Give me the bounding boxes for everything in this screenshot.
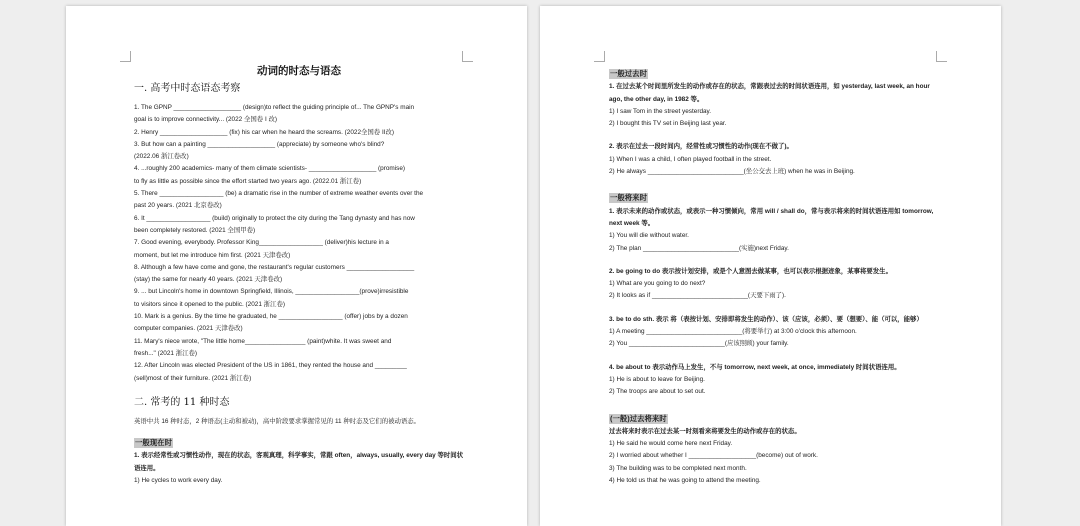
exercise-line: 5. There __________________ (be) a dramatic rise in the number of extreme weather events over the [134, 190, 424, 198]
spacer [609, 303, 939, 314]
exercise-line: moment, but let me introduce him first. (2021 天津卷改) [134, 251, 291, 259]
section-heading: 一. 高考中时态语态考察 [134, 83, 241, 94]
crop-mark [936, 51, 947, 62]
exercise-item [134, 102, 464, 127]
example-sentence: 4) He told us that he was going to attend the meeting. [609, 477, 761, 485]
tense-rule: 1. 表示未来的动作或状态，或表示一种习惯倾向，常用 will / shall do，常与表示将来的时间状语连用如 tomorrow, next week 等。 [609, 207, 934, 227]
example-sentence: 1) I saw Tom in the street yesterday. [609, 107, 712, 115]
spacer [609, 130, 939, 141]
tense-rule: 2. be going to do 表示按计划安排，或是个人意图去做某事，也可以表示根据迹象，某事将要发生。 [609, 267, 892, 275]
intro-paragraph: 英语中共 16 种时态，2 种语态(主动和被动)，高中阶段要求掌握常见的 11 种时态及它们的被动语态。 [134, 417, 421, 425]
tense-rule: 过去将来时表示在过去某一时刻看来将要发生的动作或存在的状态。 [609, 427, 801, 435]
tense-rule: 3. be to do sth. 表示 将（表按计划、安排即将发生的动作）、该（应该，必须）、要（想要）、能（可以，能够） [609, 315, 923, 323]
exercise-line: to visitors since it opened to the public. (2021 浙江卷) [134, 300, 285, 308]
example-sentence: 2) It looks as if ___________________________(天要下雨了). [609, 292, 786, 300]
exercise-line: 7. Good evening, everybody. Professor King__________________ (deliver)his lecture in a [134, 239, 389, 247]
exercise-line: 8. Although a few have come and gone, the restaurant's regular customers ___________________ [134, 263, 415, 271]
tense-heading: 一般现在时 [135, 438, 172, 448]
example-sentence: 2) You ___________________________(应该照顾) your family. [609, 340, 789, 348]
exercise-line: fresh..." (2021 浙江卷) [134, 349, 197, 357]
example-sentence: 1) You will die without water. [609, 232, 689, 240]
document-page-left [66, 6, 527, 526]
tense-rule: 1. 表示经常性或习惯性动作，现在的状态，客观真理，科学事实，常跟 often，always, usually, every day 等时间状语连用。 [134, 452, 464, 472]
spacer [609, 487, 939, 498]
exercise-line: computer companies. (2021 天津卷改) [134, 325, 243, 333]
example-sentence: 2) The troops are about to set out. [609, 388, 706, 396]
spacer [609, 351, 939, 362]
exercise-item [134, 237, 464, 262]
example-sentence: 1) He is about to leave for Beijing. [609, 375, 705, 383]
spacer [609, 178, 939, 189]
exercise-item [134, 262, 464, 287]
example-sentence: 2) I bought this TV set in Beijing last year. [609, 120, 727, 128]
exercise-line: to fly as little as possible since the effort started two years ago. (2022.01 浙江卷) [134, 177, 362, 185]
exercise-item [134, 360, 464, 385]
tense-heading: (一般)过去将来时 [610, 413, 667, 423]
exercise-item [134, 336, 464, 361]
exercise-line: 6. It __________________ (build) originally to protect the city during the Tang dynasty and has now [134, 214, 415, 222]
exercise-item [134, 139, 464, 164]
exercise-line: 10. Mark is a genius. By the time he graduated, he __________________ (offer) jobs by a dozen [134, 313, 408, 321]
section-heading: 二. 常考的 11 种时态 [134, 396, 230, 408]
exercise-line: 2. Henry ___________________ (fix) his car when he heard the screams. (2022全国卷 II改) [134, 128, 395, 136]
example-sentence: 1) A meeting ___________________________(将要举行) at 3:00 o'clock this afternoon. [609, 328, 857, 336]
tense-rule: 2. 表示在过去一段时间内，经常性或习惯性的动作(现在不做了)。 [609, 143, 793, 151]
exercise-line: 11. Mary's niece wrote, "The little home_________________ (paint)white. It was sweet and [134, 337, 392, 345]
exercise-item [134, 311, 464, 336]
exercise-item [134, 213, 464, 238]
exercise-line: (sell)most of their furniture. (2021 浙江卷) [134, 374, 252, 382]
spacer [609, 399, 939, 410]
exercise-line: 1. The GPNP ___________________ (design)to reflect the guiding principle of... The GPNP's main [134, 104, 415, 111]
exercise-line: 9. ... but Lincoln's home in downtown Springfield, Illinois, __________________(prove)irresistible [134, 288, 409, 296]
exercise-line: 3. But how can a painting ___________________ (appreciate) by someone who's blind? [134, 140, 385, 148]
page-content [134, 64, 464, 487]
example-sentence: 3) The building was to be completed next month. [609, 464, 747, 472]
crop-mark [594, 51, 605, 62]
tense-heading: 一般过去时 [610, 69, 647, 78]
page-content [609, 65, 939, 498]
example-sentence: 2) I worried about whether I ___________________(become) out of work. [609, 452, 818, 460]
exercise-list [134, 102, 464, 385]
exercise-line: (stay) the same for nearly 40 years. (2021 天津卷改) [134, 276, 283, 284]
exercise-item [134, 188, 464, 213]
example-sentence: 1) When I was a child, I often played football in the street. [609, 155, 772, 163]
tense-rule: 1. 在过去某个时间里所发生的动作或存在的状态，常跟表过去的时间状语连用，如 yesterday, last week, an hour ago, the other day, in 1982 等。 [609, 83, 930, 103]
document-page-right [540, 6, 1001, 526]
exercise-line: (2022.06 浙江卷改) [134, 153, 189, 161]
tense-heading: 一般将来时 [610, 193, 647, 203]
exercise-line: past 20 years. (2021 北京卷改) [134, 202, 222, 210]
spacer [609, 255, 939, 266]
exercise-item [134, 163, 464, 188]
example-sentence: 1) He said he would come here next Friday. [609, 440, 733, 448]
crop-mark [462, 51, 473, 62]
tense-rule: 4. be about to 表示动作马上发生，不与 tomorrow, next week, at once, immediately 时间状语连用。 [609, 363, 901, 371]
exercise-line: been completely restored. (2021 全国甲卷) [134, 226, 256, 234]
example-sentence: 1) He cycles to work every day. [134, 477, 223, 485]
exercise-line: goal is to improve connectivity... (2022 全国卷 I 改) [134, 116, 278, 124]
document-title: 动词的时态与语态 [257, 65, 341, 77]
example-sentence: 2) The plan ___________________________(实施)next Friday. [609, 244, 789, 252]
exercise-item [134, 127, 464, 139]
exercise-line: 12. After Lincoln was elected President of the US in 1861, they rented the house and _________ [134, 362, 407, 370]
example-sentence: 2) He always ___________________________(坐公交去上班) when he was in Beijing. [609, 168, 855, 176]
crop-mark [120, 51, 131, 62]
example-sentence: 1) What are you going to do next? [609, 280, 706, 288]
exercise-line: 4. ...roughly 200 academics- many of them climate scientists- ___________________ (promise) [134, 165, 406, 173]
exercise-item [134, 286, 464, 311]
